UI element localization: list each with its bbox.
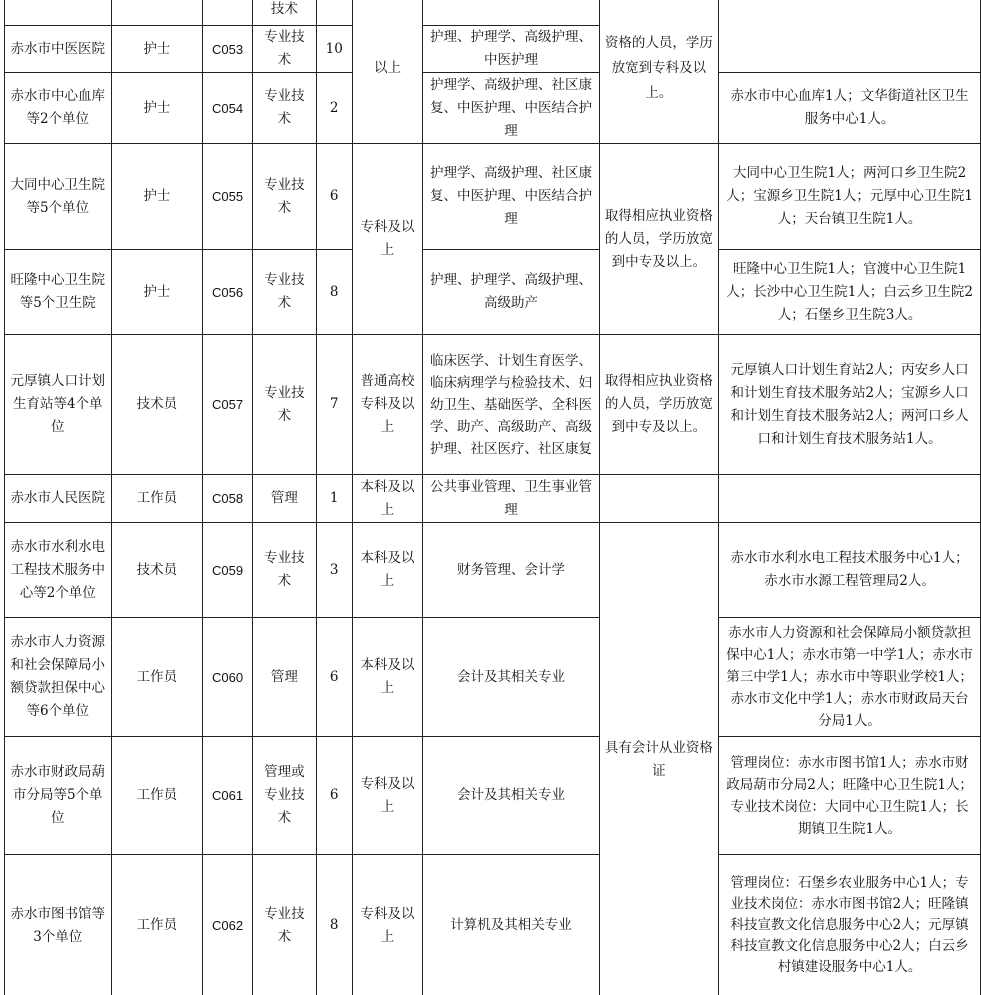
notes-cell xyxy=(719,0,981,73)
major-cell: 公共事业管理、卫生事业管理 xyxy=(423,475,599,523)
table-row xyxy=(5,144,981,250)
code-cell: C056 xyxy=(203,250,253,335)
notes-cell: 赤水市人力资源和社会保障局小额贷款担保中心1人；赤水市第一中学1人；赤水市第三中学1人；赤水市中等职业学校1人；赤水市文化中学1人；赤水市财政局天台分局1人。 xyxy=(719,618,981,737)
unit-cell: 赤水市人民医院 xyxy=(5,475,112,523)
category-cell: 专业技术 xyxy=(252,855,316,995)
table-row xyxy=(5,475,981,523)
table-row xyxy=(5,0,981,26)
major-cell xyxy=(423,0,599,26)
position-cell: 工作员 xyxy=(111,475,203,523)
table-row xyxy=(5,335,981,475)
category-cell: 专业技术 xyxy=(252,335,316,475)
position-cell: 护士 xyxy=(111,73,203,144)
major-cell: 护理、护理学、高级护理、中医护理 xyxy=(423,26,599,73)
table-row xyxy=(5,855,981,995)
count-cell: 10 xyxy=(316,26,352,73)
code-cell: C053 xyxy=(203,26,253,73)
category-cell: 管理 xyxy=(252,475,316,523)
notes-cell: 旺隆中心卫生院1人；官渡中心卫生院1人；长沙中心卫生院1人；白云乡卫生院2人；石堡乡卫生院3人。 xyxy=(719,250,981,335)
education-cell: 普通高校专科及以上 xyxy=(352,335,423,475)
education-cell: 本科及以上 xyxy=(352,475,423,523)
notes-cell: 大同中心卫生院1人；两河口乡卫生院2人；宝源乡卫生院1人；元厚中心卫生院1人；天台镇卫生院1人。 xyxy=(719,144,981,250)
count-cell xyxy=(316,0,352,26)
major-cell: 护理、护理学、高级护理、高级助产 xyxy=(423,250,599,335)
code-cell: C059 xyxy=(203,523,253,618)
code-cell: C057 xyxy=(203,335,253,475)
education-cell: 本科及以上 xyxy=(352,618,423,737)
major-cell: 护理学、高级护理、社区康复、中医护理、中医结合护理 xyxy=(423,144,599,250)
major-cell: 会计及其相关专业 xyxy=(423,737,599,855)
notes-cell: 管理岗位：石堡乡农业服务中心1人；专业技术岗位：赤水市图书馆2人；旺隆镇科技宣教文化信息服务中心2人；元厚镇科技宣教文化信息服务中心2人；白云乡村镇建设服务中心1人。 xyxy=(719,855,981,995)
table-row xyxy=(5,250,981,335)
notes-cell: 元厚镇人口计划生育站2人；丙安乡人口和计划生育技术服务站2人；宝源乡人口和计划生育技术服务站2人；两河口乡人口和计划生育技术服务站1人。 xyxy=(719,335,981,475)
count-cell: 6 xyxy=(316,144,352,250)
requirement-cell xyxy=(599,475,719,523)
position-cell: 工作员 xyxy=(111,855,203,995)
position-cell: 护士 xyxy=(111,250,203,335)
unit-cell xyxy=(5,0,112,26)
position-cell: 工作员 xyxy=(111,737,203,855)
code-cell: C060 xyxy=(203,618,253,737)
code-cell: C055 xyxy=(203,144,253,250)
unit-cell: 赤水市财政局葫市分局等5个单位 xyxy=(5,737,112,855)
education-cell: 本科及以上 xyxy=(352,523,423,618)
category-cell: 技术 xyxy=(252,0,316,26)
position-cell: 护士 xyxy=(111,144,203,250)
major-cell: 财务管理、会计学 xyxy=(423,523,599,618)
code-cell: C061 xyxy=(203,737,253,855)
count-cell: 8 xyxy=(316,855,352,995)
unit-cell: 赤水市中医医院 xyxy=(5,26,112,73)
position-cell: 技术员 xyxy=(111,523,203,618)
table-row xyxy=(5,523,981,618)
table-row xyxy=(5,737,981,855)
education-cell: 专科及以上 xyxy=(352,855,423,995)
count-cell: 7 xyxy=(316,335,352,475)
count-cell: 6 xyxy=(316,618,352,737)
count-cell: 2 xyxy=(316,73,352,144)
count-cell: 1 xyxy=(316,475,352,523)
requirement-cell: 具有会计从业资格证 xyxy=(599,523,719,995)
position-cell: 护士 xyxy=(111,26,203,73)
category-cell: 专业技术 xyxy=(252,26,316,73)
count-cell: 3 xyxy=(316,523,352,618)
category-cell: 专业技术 xyxy=(252,250,316,335)
count-cell: 8 xyxy=(316,250,352,335)
category-cell: 管理或专业技术 xyxy=(252,737,316,855)
unit-cell: 赤水市中心血库等2个单位 xyxy=(5,73,112,144)
requirement-cell: 资格的人员，学历放宽到专科及以上。 xyxy=(599,0,719,144)
unit-cell: 旺隆中心卫生院等5个卫生院 xyxy=(5,250,112,335)
requirement-cell: 取得相应执业资格的人员，学历放宽到中专及以上。 xyxy=(599,144,719,335)
count-cell: 6 xyxy=(316,737,352,855)
unit-cell: 赤水市图书馆等3个单位 xyxy=(5,855,112,995)
notes-cell xyxy=(719,475,981,523)
unit-cell: 赤水市人力资源和社会保障局小额贷款担保中心等6个单位 xyxy=(5,618,112,737)
unit-cell: 赤水市水利水电工程技术服务中心等2个单位 xyxy=(5,523,112,618)
category-cell: 专业技术 xyxy=(252,73,316,144)
requirement-cell: 取得相应执业资格的人员，学历放宽到中专及以上。 xyxy=(599,335,719,475)
code-cell: C062 xyxy=(203,855,253,995)
code-cell xyxy=(203,0,253,26)
code-cell: C054 xyxy=(203,73,253,144)
table-row xyxy=(5,73,981,144)
position-cell: 工作员 xyxy=(111,618,203,737)
major-cell: 会计及其相关专业 xyxy=(423,618,599,737)
position-cell xyxy=(111,0,203,26)
position-cell: 技术员 xyxy=(111,335,203,475)
unit-cell: 元厚镇人口计划生育站等4个单位 xyxy=(5,335,112,475)
education-cell: 专科及以上 xyxy=(352,737,423,855)
recruitment-table xyxy=(4,0,981,995)
notes-cell: 赤水市水利水电工程技术服务中心1人；赤水市水源工程管理局2人。 xyxy=(719,523,981,618)
notes-cell: 管理岗位：赤水市图书馆1人；赤水市财政局葫市分局2人；旺隆中心卫生院1人； 专业技术岗位：大同中心卫生院1人；长期镇卫生院1人。 xyxy=(719,737,981,855)
code-cell: C058 xyxy=(203,475,253,523)
major-cell: 临床医学、计划生育医学、临床病理学与检验技术、妇幼卫生、基础医学、全科医学、助产、高级助产、高级护理、社区医疗、社区康复 xyxy=(423,335,599,475)
education-cell: 以上 xyxy=(352,0,423,144)
unit-cell: 大同中心卫生院等5个单位 xyxy=(5,144,112,250)
major-cell: 护理学、高级护理、社区康复、中医护理、中医结合护理 xyxy=(423,73,599,144)
category-cell: 专业技术 xyxy=(252,523,316,618)
major-cell: 计算机及其相关专业 xyxy=(423,855,599,995)
category-cell: 专业技术 xyxy=(252,144,316,250)
education-cell: 专科及以上 xyxy=(352,144,423,335)
notes-cell: 赤水市中心血库1人；文华街道社区卫生服务中心1人。 xyxy=(719,73,981,144)
table-row xyxy=(5,618,981,737)
category-cell: 管理 xyxy=(252,618,316,737)
